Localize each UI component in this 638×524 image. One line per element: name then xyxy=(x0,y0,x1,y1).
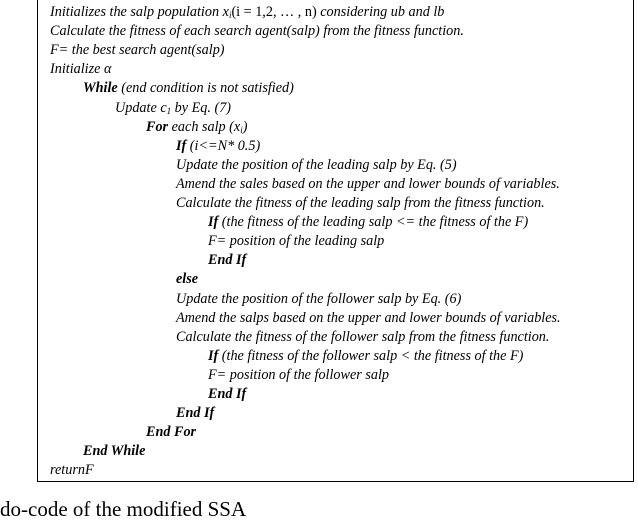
algorithm-line xyxy=(176,137,260,156)
algorithm-line xyxy=(176,290,461,309)
line-text: considering ub and lb xyxy=(316,4,445,20)
keyword: End For xyxy=(146,424,197,441)
algorithm-line xyxy=(176,328,549,347)
line-text: (the fitness of the leading salp <= the fitness of the F) xyxy=(218,214,529,231)
algorithm-line xyxy=(146,118,247,137)
line-text: (the fitness of the follower salp < the fitness of the F) xyxy=(218,347,524,364)
keyword: End If xyxy=(176,405,215,422)
algorithm-line xyxy=(115,99,231,118)
line-text: Amend the salps based on the upper and lower bounds of variables. xyxy=(176,309,561,326)
subscript: 1 xyxy=(166,105,172,116)
algorithm-line xyxy=(176,156,457,175)
line-text: (i = 1,2, … , n) xyxy=(231,4,317,20)
keyword: If xyxy=(208,214,219,231)
subscript: i xyxy=(228,10,232,20)
line-text: Initialize α xyxy=(50,61,112,78)
keyword: For xyxy=(146,118,169,135)
line-text: Calculate the fitness of the follower salp from the fitness function. xyxy=(176,328,550,345)
line-text: F= the best search agent(salp) xyxy=(50,42,225,59)
algorithm-line xyxy=(146,423,196,442)
line-text: Calculate the fitness of each search agent(salp) from the fitness function. xyxy=(50,23,464,40)
algorithm-line xyxy=(50,41,225,60)
keyword: End While xyxy=(83,443,146,460)
line-text: by Eq. (7) xyxy=(171,99,232,116)
algorithm-line xyxy=(50,461,94,480)
algorithm-line xyxy=(176,270,198,289)
figure-caption: do-code of the modified SSA xyxy=(0,497,247,521)
algorithm-line xyxy=(208,366,389,385)
line-text: Amend the sales based on the upper and lower bounds of variables. xyxy=(176,175,560,192)
algorithm-line xyxy=(208,232,384,251)
algorithm-line xyxy=(208,347,523,366)
algorithm-line xyxy=(176,309,561,328)
algorithm-line xyxy=(208,385,246,404)
algorithm-line xyxy=(83,79,294,98)
algorithm-line xyxy=(83,442,145,461)
algorithm-box xyxy=(37,0,634,482)
line-text: ) xyxy=(242,118,248,135)
algorithm-line xyxy=(208,251,246,270)
line-text: Update the position of the leading salp by Eq. (5) xyxy=(176,156,457,173)
algorithm-line xyxy=(50,3,444,22)
line-text: returnF xyxy=(50,462,94,479)
subscript: i xyxy=(240,124,243,135)
algorithm-line xyxy=(50,22,464,41)
line-text: Update c xyxy=(115,99,167,116)
line-text: Calculate the fitness of the leading salp from the fitness function. xyxy=(176,195,545,211)
algorithm-line xyxy=(176,404,214,423)
line-text: F= position of the follower salp xyxy=(208,366,390,383)
line-text: Update the position of the follower salp by Eq. (6) xyxy=(176,290,462,307)
keyword: If xyxy=(176,137,187,154)
algorithm-line xyxy=(50,60,111,79)
algorithm-line xyxy=(176,175,560,194)
line-text: F= position of the leading salp xyxy=(208,233,385,250)
line-text: (i<=N* 0.5) xyxy=(186,137,261,154)
line-text: each salp (x xyxy=(168,118,241,135)
algorithm-line xyxy=(176,194,545,213)
line-text: (end condition is not satisfied) xyxy=(117,80,294,97)
algorithm-line xyxy=(208,213,528,232)
line-text: Initializes the salp population xyxy=(50,4,223,20)
keyword: End If xyxy=(208,252,247,269)
line-text: x xyxy=(222,4,229,20)
keyword: If xyxy=(208,347,219,364)
keyword: End If xyxy=(208,386,247,402)
keyword: else xyxy=(176,271,199,288)
keyword: While xyxy=(83,80,118,97)
